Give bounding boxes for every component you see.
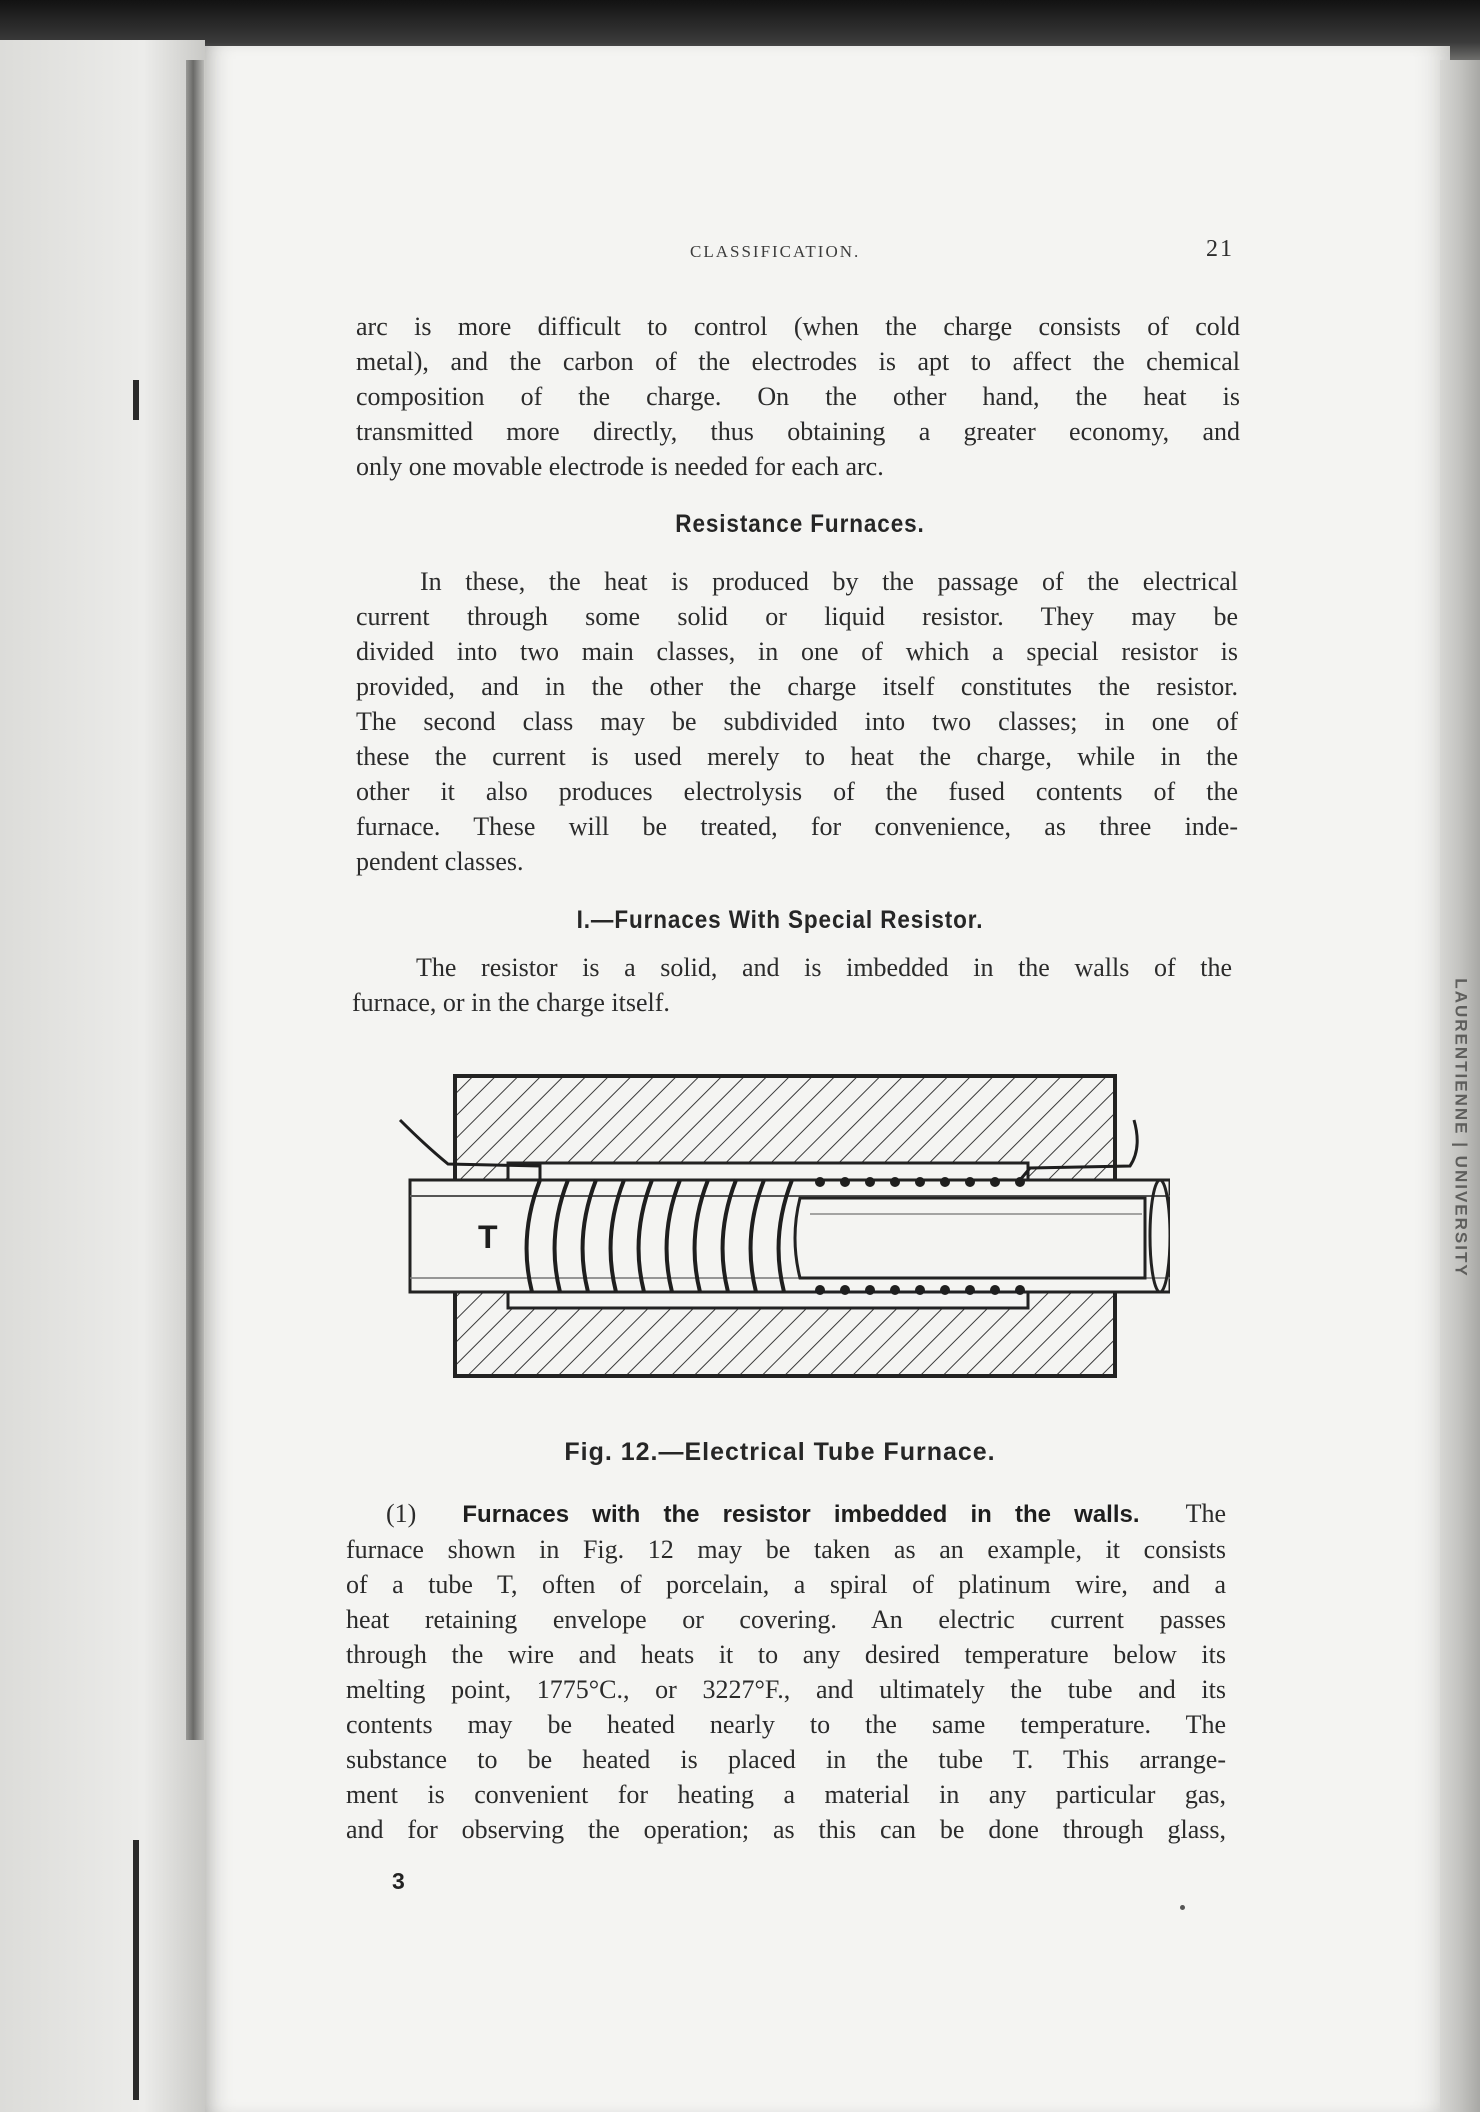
running-head: CLASSIFICATION. <box>690 242 861 261</box>
run-in-continuation: The <box>1185 1499 1227 1528</box>
paragraph-resistance-furnaces <box>356 564 1238 879</box>
signature-mark: 3 <box>392 1868 405 1894</box>
text-line <box>346 1496 1226 1532</box>
text-line: these the current is used merely to heat the charge, while in the <box>356 742 1238 771</box>
tube-cutaway <box>795 1198 1145 1278</box>
text-line: The second class may be subdivided into two classes; in one of <box>356 707 1238 736</box>
text-line: furnace, or in the charge itself. <box>352 988 670 1017</box>
run-in-heading: Furnaces with the resistor imbedded in the walls. <box>462 1501 1140 1528</box>
text-line: The resistor is a solid, and is imbedded in the walls of the <box>416 953 1232 982</box>
text-line: other it also produces electrolysis of the fused contents of the <box>356 777 1238 806</box>
text-line: metal), and the carbon of the electrodes is apt to affect the chemical <box>356 347 1240 376</box>
tube-label: T <box>478 1219 498 1255</box>
paragraph-solid-resistor <box>352 950 1232 1020</box>
margin-mark <box>133 380 139 420</box>
text-line: furnace shown in Fig. 12 may be taken as an example, it consists <box>346 1535 1226 1564</box>
section-heading-resistance-furnaces: Resistance Furnaces. <box>675 510 925 538</box>
spine-label: LAURENTIENNE | UNIVERSITY <box>1452 978 1472 1278</box>
tube-furnace-figure <box>390 1068 1170 1398</box>
text-line: divided into two main classes, in one of which a special resistor is <box>356 637 1238 666</box>
text-line: pendent classes. <box>356 847 524 876</box>
text-line: heat retaining envelope or covering. An electric current passes <box>346 1605 1226 1634</box>
paragraph-arc-control <box>356 309 1240 484</box>
item-number: (1) <box>386 1499 417 1528</box>
text-line: and for observing the operation; as this can be done through glass, <box>346 1815 1226 1844</box>
margin-mark <box>133 1840 139 2100</box>
text-line: transmitted more directly, thus obtaining a greater economy, and <box>356 417 1240 446</box>
figure-caption: Fig. 12.—Electrical Tube Furnace. <box>564 1438 996 1466</box>
text-line: In these, the heat is produced by the passage of the electrical <box>420 567 1238 596</box>
text-line: contents may be heated nearly to the same temperature. The <box>346 1710 1226 1739</box>
text-line: furnace. These will be treated, for convenience, as three inde- <box>356 812 1238 841</box>
text-line: of a tube T, often of porcelain, a spiral of platinum wire, and a <box>346 1570 1226 1599</box>
text-line: composition of the charge. On the other hand, the heat is <box>356 382 1240 411</box>
text-line: current through some solid or liquid resistor. They may be <box>356 602 1238 631</box>
paragraph-tube-furnace <box>346 1496 1226 1847</box>
gutter-shadow <box>186 60 204 1740</box>
text-line: ment is convenient for heating a material in any particular gas, <box>346 1780 1226 1809</box>
section-heading-special-resistor: I.—Furnaces With Special Resistor. <box>576 906 984 934</box>
facing-page-edge <box>0 40 205 2112</box>
text-line: substance to be heated is placed in the tube T. This arrange- <box>346 1745 1226 1774</box>
text-line: through the wire and heats it to any desired temperature below its <box>346 1640 1226 1669</box>
text-line: provided, and in the other the charge itself constitutes the resistor. <box>356 672 1238 701</box>
text-line: only one movable electrode is needed for each arc. <box>356 452 884 481</box>
text-line: melting point, 1775°C., or 3227°F., and ultimately the tube and its <box>346 1675 1226 1704</box>
page-number: 21 <box>1206 236 1234 262</box>
text-line: arc is more difficult to control (when the charge consists of cold <box>356 312 1240 341</box>
speck <box>1180 1905 1185 1910</box>
